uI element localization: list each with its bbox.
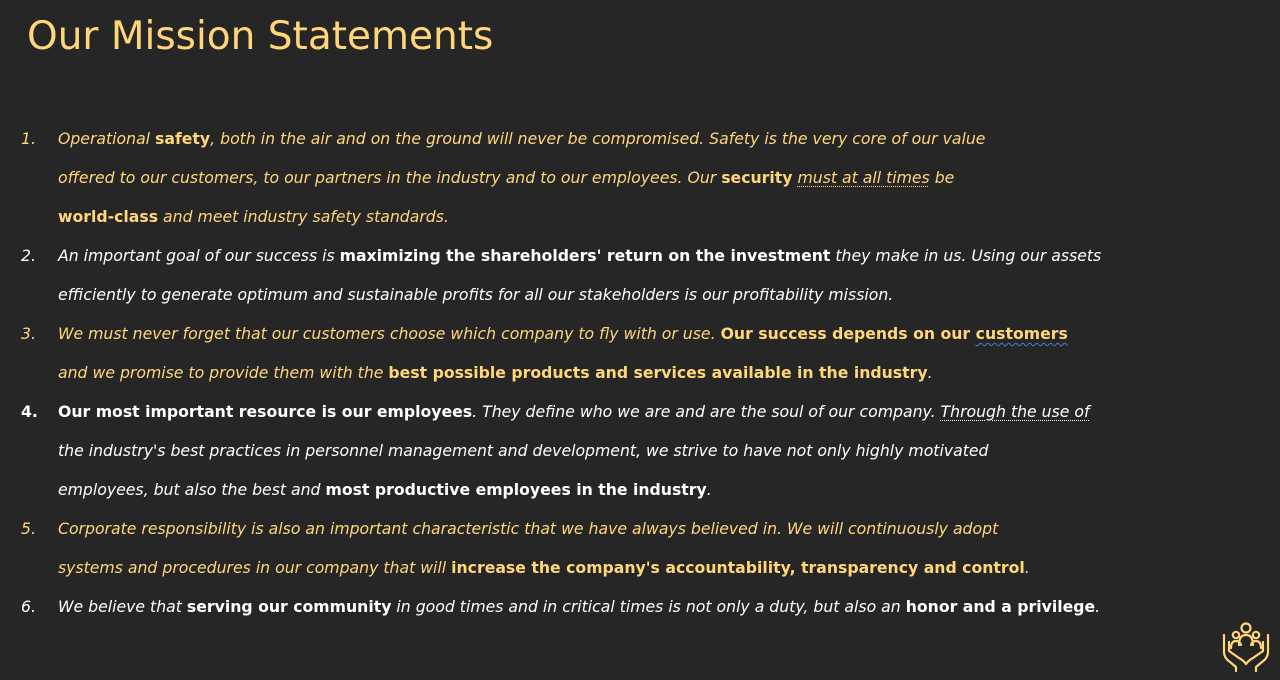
- text-run: the industry's best practices in personnel management and development, we strive to have not only highly motivated: [58, 441, 989, 460]
- emphasis-text: most productive employees in the industry: [325, 480, 707, 499]
- text-run: and meet industry safety standards.: [158, 207, 449, 226]
- emphasis-text: security: [721, 168, 793, 187]
- text-run: We believe that: [58, 597, 187, 616]
- text-run: efficiently to generate optimum and sustainable profits for all our stakeholders is our profitability mission.: [58, 285, 894, 304]
- text-run: An important goal of our success is: [58, 246, 340, 265]
- text-line: [58, 275, 1230, 314]
- emphasis-text: Our most important resource is our employees: [58, 402, 473, 421]
- text-run: in good times and in critical times is not only a duty, but also an: [391, 597, 906, 616]
- emphasis-text: safety: [155, 129, 211, 148]
- text-line: [58, 470, 1230, 509]
- hands-holding-people-icon: [1221, 620, 1271, 672]
- mission-item-3: [0, 314, 1230, 392]
- emphasis-text: honor and a privilege: [905, 597, 1096, 616]
- emphasis-text: maximizing the shareholders' return on the investment: [339, 246, 831, 265]
- emphasis-text: serving our community: [186, 597, 392, 616]
- emphasis-text: increase the company's accountability, transparency and control: [451, 558, 1025, 577]
- text-run: systems and procedures in our company that will: [58, 558, 452, 577]
- text-line: [58, 158, 1230, 197]
- mission-list: [0, 119, 1230, 626]
- list-number: 5.: [21, 519, 36, 538]
- list-number: 2.: [21, 246, 36, 265]
- text-line: [58, 197, 1230, 236]
- text-run: they make in us. Using our assets: [830, 246, 1102, 265]
- mission-item-4: [0, 392, 1230, 509]
- text-run: .: [927, 363, 933, 382]
- mission-item-1: [0, 119, 1230, 236]
- text-run: .: [706, 480, 712, 499]
- text-run: We must never forget that our customers choose which company to fly with or use.: [58, 324, 721, 343]
- underlined-text: Through the use of: [940, 402, 1090, 421]
- emphasis-text: best possible products and services available in the industry: [388, 363, 928, 382]
- text-run: . They define who we are and are the soul of our company.: [472, 402, 941, 421]
- spellcheck-underlined-text: customers: [975, 324, 1068, 343]
- list-number: 6.: [21, 597, 36, 616]
- text-line: [58, 119, 1230, 158]
- list-number: 4.: [21, 402, 38, 421]
- text-run: be: [929, 168, 955, 187]
- text-run: .: [1024, 558, 1030, 577]
- text-run: , both in the air and on the ground will never be compromised. Safety is the very core of our value: [210, 129, 986, 148]
- text-line: [58, 314, 1230, 353]
- text-line: [58, 392, 1230, 431]
- page-title: Our Mission Statements: [27, 14, 494, 59]
- emphasis-text: world-class: [58, 207, 159, 226]
- mission-item-6: [0, 587, 1230, 626]
- text-line: [58, 236, 1230, 275]
- list-number: 1.: [21, 129, 36, 148]
- mission-item-2: [0, 236, 1230, 314]
- text-run: and we promise to provide them with the: [58, 363, 389, 382]
- text-line: [58, 509, 1230, 548]
- text-line: [58, 431, 1230, 470]
- list-number: 3.: [21, 324, 36, 343]
- emphasis-text: Our success depends on our: [720, 324, 976, 343]
- text-run: offered to our customers, to our partners in the industry and to our employees. Our: [58, 168, 722, 187]
- text-run: Corporate responsibility is also an important characteristic that we have always believed in. We will continuously adopt: [58, 519, 999, 538]
- text-line: [58, 353, 1230, 392]
- text-line: [58, 548, 1230, 587]
- text-run: Operational: [58, 129, 156, 148]
- underlined-text: must at all times: [797, 168, 930, 187]
- text-run: .: [1095, 597, 1101, 616]
- mission-item-5: [0, 509, 1230, 587]
- text-line: [58, 587, 1230, 626]
- text-run: employees, but also the best and: [58, 480, 326, 499]
